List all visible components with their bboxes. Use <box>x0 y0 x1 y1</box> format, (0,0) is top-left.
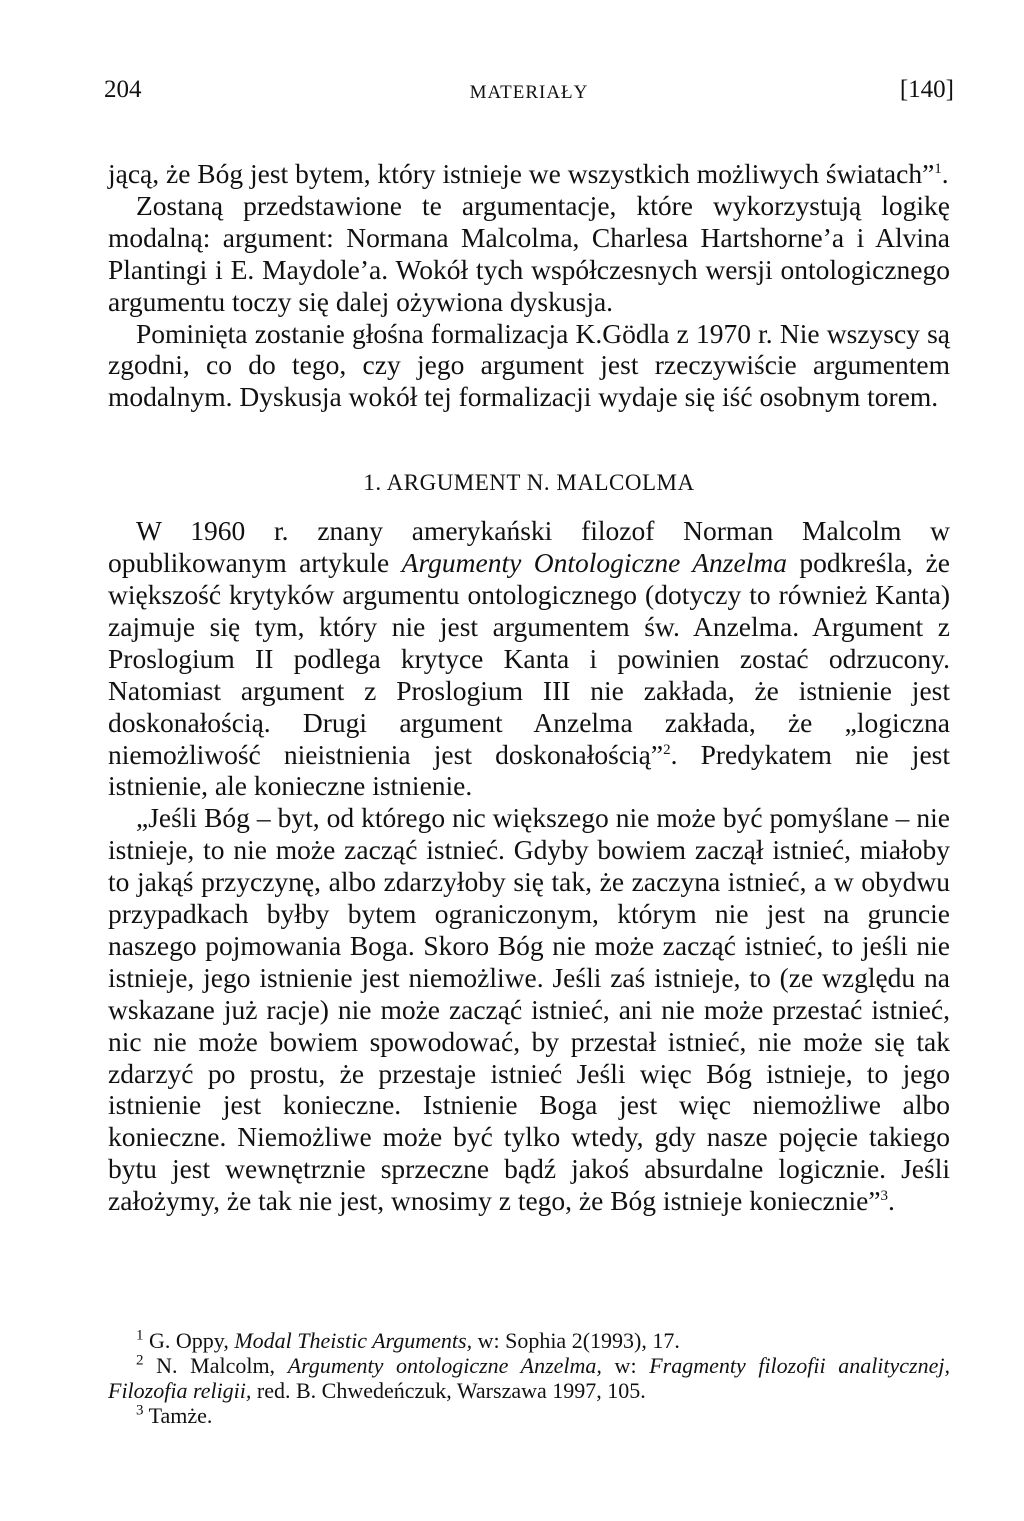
section-heading: 1. ARGUMENT N. MALCOLMA <box>363 470 695 496</box>
paragraph-quotation: „Jeśli Bóg – byt, od którego nic większego nie może być pomyślane – nie istnieje, to nie może zacząć istnieć. Gdyby bowiem zaczął istnieć, miałoby to jakąś przyczynę, albo zdarzyłoby się tak, że zaczyna istnieć, a w obydwu przypadkach byłby bytem ograniczonym, którym nie jest na gruncie naszego pojmowania Boga. Skoro Bóg nie może zacząć istnieć, to jeśli nie istnieje, jego istnienie jest niemożliwe. Jeśli zaś istnieje, to (ze względu na wskazane już racje) nie może zacząć istnieć, ani nie może przestać istnieć, nic nie może bowiem spowodować, by przestał istnieć, nie może się tak zdarzyć po prostu, że przestaje istnieć Jeśli więc Bóg istnieje, to jego istnienie jest konieczne. Istnienie Boga jest więc niemożliwe albo konieczne. Niemożliwe może być tylko wtedy, gdy nasze pojęcie takiego bytu jest wewnętrznie sprzeczne bądź jakoś absurdalne logicznie. Jeśli założymy, że tak nie jest, wnosimy z tego, że Bóg istnieje koniecznie”$^3$. <box>108 802 950 1217</box>
paragraph-continuation: jącą, że Bóg jest bytem, który istnieje we wszystkich możliwych światach”$^1$. <box>108 158 949 189</box>
document-page <box>104 0 954 1521</box>
main-text <box>108 158 950 1217</box>
footnote-1: $^1$ G. Oppy, Modal Theistic Arguments, w: Sophia 2(1993), 17. <box>136 1327 680 1353</box>
running-header <box>104 76 954 116</box>
page-number: 204 <box>104 76 142 103</box>
footnote-ref-3: 3 <box>880 1188 889 1205</box>
paragraph-godel: Pominięta zostanie głośna formalizacja K.Gödla z 1970 r. Nie wszyscy są zgodni, co do tego, czy jego argument jest rzeczywiście argumentem modalnym. Dyskusja wokół tej formalizacji wydaje się iść osobnym torem. <box>108 317 950 413</box>
paragraph-modal-arguments: Zostaną przedstawione te argumentacje, które wykorzystują logikę modalną: argument: Normana Malcolma, Charlesa Hartshorne’a i Alvina Plantingi i E. Maydole’a. Wokół tych współczesnych wersji ontologicznego argumentu toczy się dalej ożywiona dyskusja. <box>108 189 950 317</box>
running-title: MATERIAŁY <box>469 82 589 103</box>
footnotes <box>108 1328 950 1428</box>
footnote-3: $^3$ Tamże. <box>136 1402 213 1428</box>
article-title: Argumenty Ontologiczne Anzelma <box>401 547 787 579</box>
footnote-ref-1: 1 <box>934 160 942 177</box>
footnote-2: $^2$ N. Malcolm, Argumenty ontologiczne Anzelma, w: Fragmenty filozofii analitycznej, Filozofia religii, red. B. Chwedeńczuk, Warszawa 1997, 105. <box>108 1352 950 1403</box>
footnote-ref-2: 2 <box>663 741 671 758</box>
paragraph-malcolm: W 1960 r. znany amerykański filozof Norman Malcolm w opublikowanym artykule Argumenty Ontologiczne Anzelma podkreśla, że większość krytyków argumentu ontologicznego (dotyczy to również Kanta) zajmuje się tym, który nie jest argumentem św. Anzelma. Argument z Proslogium II podlega krytyce Kanta i powinien zostać odrzucony. Natomiast argument z Proslogium III nie zakłada, że istnienie jest doskonałością. Drugi argument Anzelma zakłada, że „logiczna niemożliwość nieistnienia jest doskonałością”$^2$. Predykatem nie jest istnienie, ale konieczne istnienie. <box>108 515 950 802</box>
bracket-reference: [140] <box>899 76 954 103</box>
